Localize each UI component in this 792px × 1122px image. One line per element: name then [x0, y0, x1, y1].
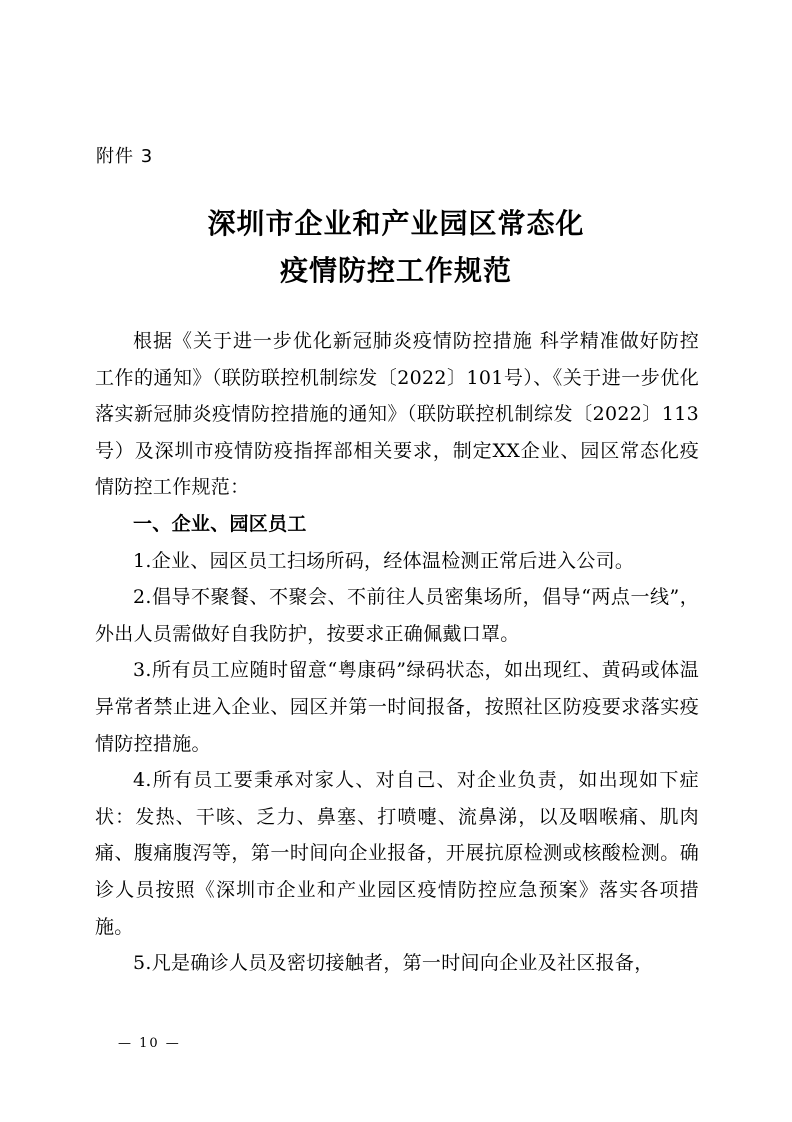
document-body — [95, 323, 699, 982]
section-heading: 一、企业、园区员工 — [133, 512, 307, 535]
page-number: — 10 — — [118, 1036, 181, 1051]
clause-1: 1.企业、园区员工扫场所码，经体温检测正常后进入公司。 — [133, 549, 635, 572]
clause-5: 5.凡是确诊人员及密切接触者，第一时间向企业及社区报备， — [133, 952, 654, 975]
document-title-line-1: 深圳市企业和产业园区常态化 — [207, 207, 585, 240]
clause-3: 3.所有员工应随时留意“粤康码”绿码状态，如出现红、黄码或体温异常者禁止进入企业、园区并第一时间报备，按照社区防疫要求落实疫情防控措施。 — [95, 659, 699, 755]
document-title-line-2: 疫情防控工作规范 — [279, 254, 512, 287]
clause-2: 2.倡导不聚餐、不聚会、不前往人员密集场所，倡导“两点一线”，外出人员需做好自我防护，按要求正确佩戴口罩。 — [95, 586, 699, 645]
intro-paragraph: 根据《关于进一步优化新冠肺炎疫情防控措施 科学精准做好防控工作的通知》（联防联控机制综发〔2022〕101号）、《关于进一步优化落实新冠肺炎疫情防控措施的通知》（联防联控机制综发〔2022〕113号）及深圳市疫情防疫指挥部相关要求，制定XX企业、园区常态化疫情防控工作规范： — [95, 330, 699, 499]
attachment-label: 附件 3 — [96, 146, 154, 167]
clause-4: 4.所有员工要秉承对家人、对自己、对企业负责，如出现如下症状：发热、干咳、乏力、鼻塞、打喷嚏、流鼻涕，以及咽喉痛、肌肉痛、腹痛腹泻等，第一时间向企业报备，开展抗原检测或核酸检测。确诊人员按照《深圳市企业和产业园区疫情防控应急预案》落实各项措施。 — [95, 769, 699, 938]
